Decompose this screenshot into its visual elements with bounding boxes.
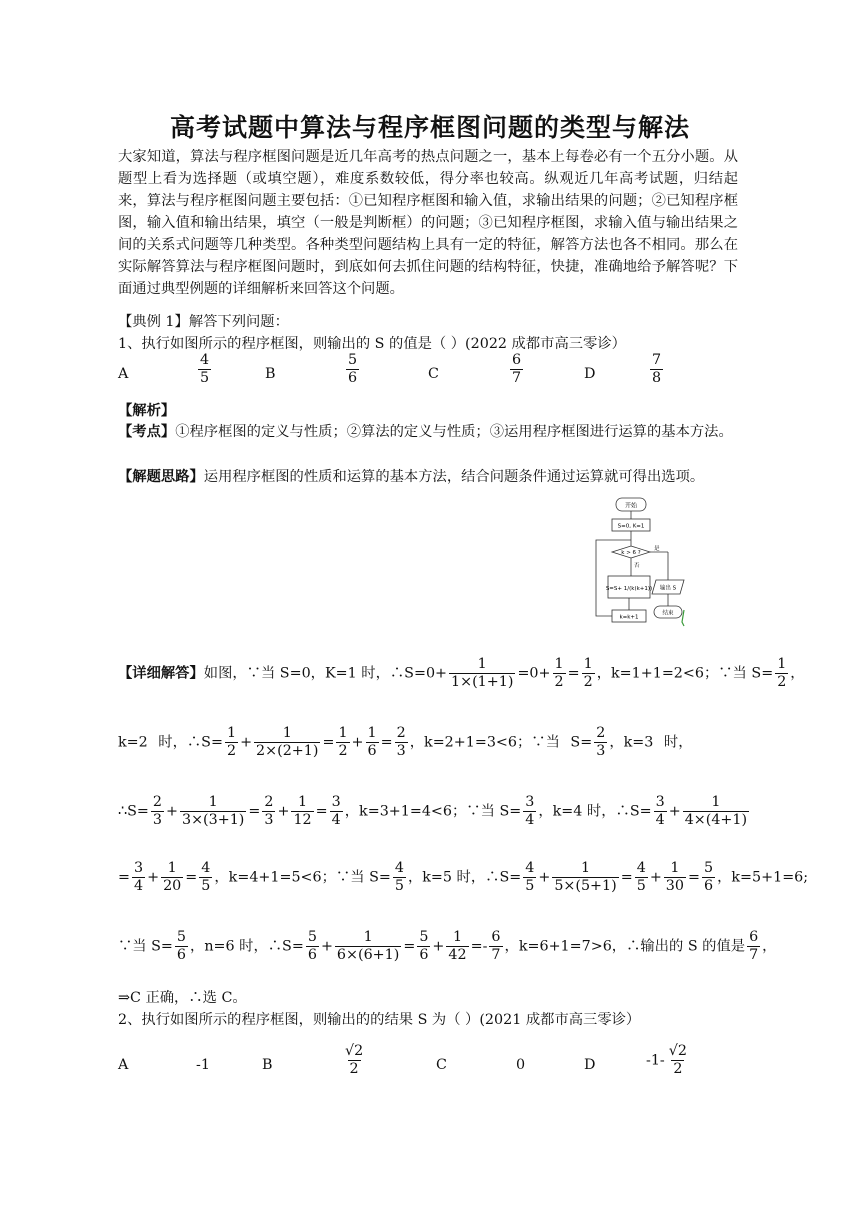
kaodian-text: ①程序框图的定义与性质；②算法的定义与性质；③运用程序框图进行运算的基本方法。 — [175, 424, 733, 440]
solution-conclusion: ⇒C 正确，∴选 C。 — [118, 990, 247, 1006]
sol-text: + — [668, 803, 681, 820]
fraction: $\frac{1}{2\times(2+1)}$ — [256, 725, 319, 759]
fraction: $\frac{1}{5\times(5+1)}$ — [554, 860, 617, 894]
sol-text: ，n=6 时，∴S= — [190, 938, 304, 955]
solution-line-2 — [118, 725, 693, 760]
sol-text: = — [248, 803, 261, 820]
flowchart-yes-label: 是 — [654, 546, 660, 552]
sol-text: = — [185, 869, 198, 886]
fraction: $\frac{3}{4}$ — [655, 794, 665, 828]
fraction: $\frac{1}{12}$ — [293, 794, 312, 828]
sol-text: + — [240, 734, 253, 751]
sol-text: = — [322, 734, 335, 751]
fraction: $\frac{1}{3\times(3+1)}$ — [181, 794, 245, 828]
example-label: 【典例 1】解答下列问题： — [118, 314, 289, 330]
sol-text: ∴S= — [118, 803, 149, 820]
fraction: $\frac{4}{5}$ — [525, 860, 535, 894]
fraction: $\frac{2}{3}$ — [596, 725, 606, 759]
sol-text: k=2 时，∴S= — [118, 734, 223, 751]
fraction: $\frac{6}{7}$ — [491, 929, 501, 963]
flowchart-figure — [588, 494, 698, 640]
q2-option-b-letter: B — [262, 1057, 273, 1073]
fraction: $\frac{1}{20}$ — [163, 860, 182, 894]
flowchart-end-label: 结束 — [662, 610, 674, 617]
sol-text: = — [403, 938, 416, 955]
q2-option-a-value: -1 — [196, 1057, 210, 1073]
question-1-text: 1、执行如图所示的程序框图，则输出的 S 的值是（ ）(2022 成都市高三零诊） — [118, 336, 626, 352]
document-title: 高考试题中算法与程序框图问题的类型与解法 — [169, 113, 690, 142]
fraction: $\frac{3}{4}$ — [331, 794, 341, 828]
sol-text: ，k=3+1=4<6；∵当 S= — [344, 803, 522, 820]
sol-text: 如图，∵当 S=0，K=1 时，∴S=0+ — [203, 665, 448, 682]
sol-text: + — [538, 869, 551, 886]
flowchart-inc-label: k=k+1 — [619, 614, 639, 621]
q1-option-a-fraction: $\frac{4}{5}$ — [200, 352, 210, 386]
flowchart-init-label: S=0, K=1 — [617, 523, 645, 530]
sol-text: ∵当 S= — [118, 938, 173, 955]
flowchart-no-label: 否 — [634, 563, 640, 569]
flowchart-calc-label: S=S+ 1/(k(k+1)) — [605, 586, 653, 592]
fraction: $\frac{1}{1\times(1+1)}$ — [451, 656, 514, 690]
sol-text: = — [118, 869, 130, 886]
fraction: $\frac{1}{2}$ — [777, 656, 787, 690]
sol-text: ，k=4+1=5<6；∵当 S= — [214, 869, 391, 886]
flowchart-condition-label: k > 6 ? — [621, 550, 641, 556]
sol-text: ，k=5 时，∴S= — [407, 869, 522, 886]
kaodian-label: 【考点】 — [118, 424, 176, 440]
analysis-label: 【解析】 — [118, 403, 176, 419]
fraction: $\frac{4}{5}$ — [636, 860, 646, 894]
q2-option-d-value: -1- $\frac{√2}{2}$ — [646, 1043, 687, 1077]
kaodian-paragraph — [118, 421, 738, 443]
sol-text: + — [351, 734, 364, 751]
sol-text: = — [380, 734, 393, 751]
fraction: $\frac{1}{2}$ — [338, 725, 348, 759]
q1-option-a-letter: A — [118, 366, 129, 382]
solution-line-4 — [118, 860, 808, 895]
flowchart-start-label: 开始 — [624, 502, 638, 510]
q2-option-c-letter: C — [436, 1057, 447, 1073]
silu-paragraph — [118, 466, 704, 486]
fraction: $\frac{2}{3}$ — [396, 725, 406, 759]
q1-option-c-fraction: $\frac{6}{7}$ — [512, 352, 522, 386]
sol-text: ，k=3 时， — [609, 734, 693, 751]
fraction: $\frac{2}{3}$ — [264, 794, 274, 828]
fraction: $\frac{4}{5}$ — [394, 860, 404, 894]
sol-text: = — [567, 665, 580, 682]
intro-paragraph: 大家知道，算法与程序框图问题是近几年高考的热点问题之一，基本上每卷必有一个五分小题。从题型上看为选择题（或填空题），难度系数较低，得分率也较高。纵观近几年高考试题，归结起来，算法与程序框图问题主要包括：①已知程序框图和输入值，求输出结果的问题；②已知程序框图，输入值和输出结果，填空（一般是判断框）的问题；③已知程序框图，求输入值与输出结果之间的关系式问题等几种类型。各种类型问题结构上具有一定的特征，解答方法也各不相同。那么在实际解答算法与程序框图问题时，到底如何去抓住问题的结构特征，快捷，准确地给予解答呢？下面通过典型例题的详细解析来回答这个问题。 — [118, 149, 738, 297]
fraction: $\frac{2}{3}$ — [152, 794, 162, 828]
sol-text: =0+ — [517, 665, 551, 682]
fraction: $\frac{1}{6}$ — [367, 725, 377, 759]
q1-option-d-fraction: $\frac{7}{8}$ — [652, 352, 662, 386]
sol-text: ， — [790, 665, 805, 682]
fraction: $\frac{1}{30}$ — [665, 860, 684, 894]
solution-line-1 — [118, 656, 805, 691]
fraction: $\frac{5}{6}$ — [307, 929, 317, 963]
q2-option-b-fraction: $\frac{√2}{2}$ — [345, 1043, 364, 1077]
sol-text: + — [165, 803, 178, 820]
sol-text: ， — [762, 938, 777, 955]
q1-option-b-letter: B — [265, 366, 276, 382]
q2-option-d-letter: D — [584, 1057, 596, 1073]
sol-text: + — [649, 869, 662, 886]
fraction: $\frac{5}{6}$ — [176, 929, 187, 963]
fraction: $\frac{5}{6}$ — [703, 860, 714, 894]
detail-label: 【详细解答】 — [118, 665, 204, 682]
sol-text: ，k=4 时，∴S= — [538, 803, 652, 820]
solution-line-5 — [118, 929, 776, 964]
sol-text: = — [688, 869, 700, 886]
fraction: $\frac{1}{42}$ — [448, 929, 467, 963]
q1-option-d-letter: D — [584, 366, 596, 382]
question-2-text: 2、执行如图所示的程序框图，则输出的的结果 S 为（ ）(2021 成都市高三零诊） — [118, 1012, 641, 1028]
silu-label: 【解题思路】 — [118, 469, 204, 485]
fraction: $\frac{1}{6\times(6+1)}$ — [336, 929, 400, 963]
fraction: $\frac{1}{2}$ — [554, 656, 564, 690]
sol-text: + — [432, 938, 445, 955]
fraction: $\frac{6}{7}$ — [749, 929, 759, 963]
q2-option-c-value: 0 — [516, 1057, 526, 1073]
q1-option-c-letter: C — [428, 366, 439, 382]
fraction: $\frac{4}{5}$ — [201, 860, 211, 894]
sol-text: ，k=5+1=6; — [717, 869, 809, 886]
solution-line-3 — [118, 794, 751, 829]
fraction: $\frac{1}{2}$ — [226, 725, 237, 759]
silu-text: 运用程序框图的性质和运算的基本方法，结合问题条件通过运算就可得出选项。 — [203, 469, 705, 485]
sol-text: + — [320, 938, 333, 955]
sol-text: = — [620, 869, 633, 886]
fraction: $\frac{3}{4}$ — [133, 860, 144, 894]
sol-text: =- — [470, 938, 488, 955]
fraction: $\frac{5}{6}$ — [419, 929, 429, 963]
sol-text: ，k=1+1=2<6；∵当 S= — [596, 665, 774, 682]
sol-text: ，k=2+1=3<6；∵当 S= — [409, 734, 593, 751]
fraction: $\frac{1}{4\times(4+1)}$ — [684, 794, 748, 828]
q1-option-b-fraction: $\frac{5}{6}$ — [348, 352, 358, 386]
flowchart-output-label: 输出 S — [659, 585, 677, 592]
fraction: $\frac{3}{4}$ — [525, 794, 535, 828]
sol-text: ，k=6+1=7>6，∴输出的 S 的值是 — [504, 938, 746, 955]
sol-text: + — [277, 803, 290, 820]
fraction: $\frac{1}{2}$ — [583, 656, 593, 690]
fraction: $\frac{√2}{2}$ — [668, 1043, 687, 1077]
q2-option-a-letter: A — [118, 1057, 129, 1073]
sol-text: + — [147, 869, 160, 886]
sol-text: = — [315, 803, 328, 820]
